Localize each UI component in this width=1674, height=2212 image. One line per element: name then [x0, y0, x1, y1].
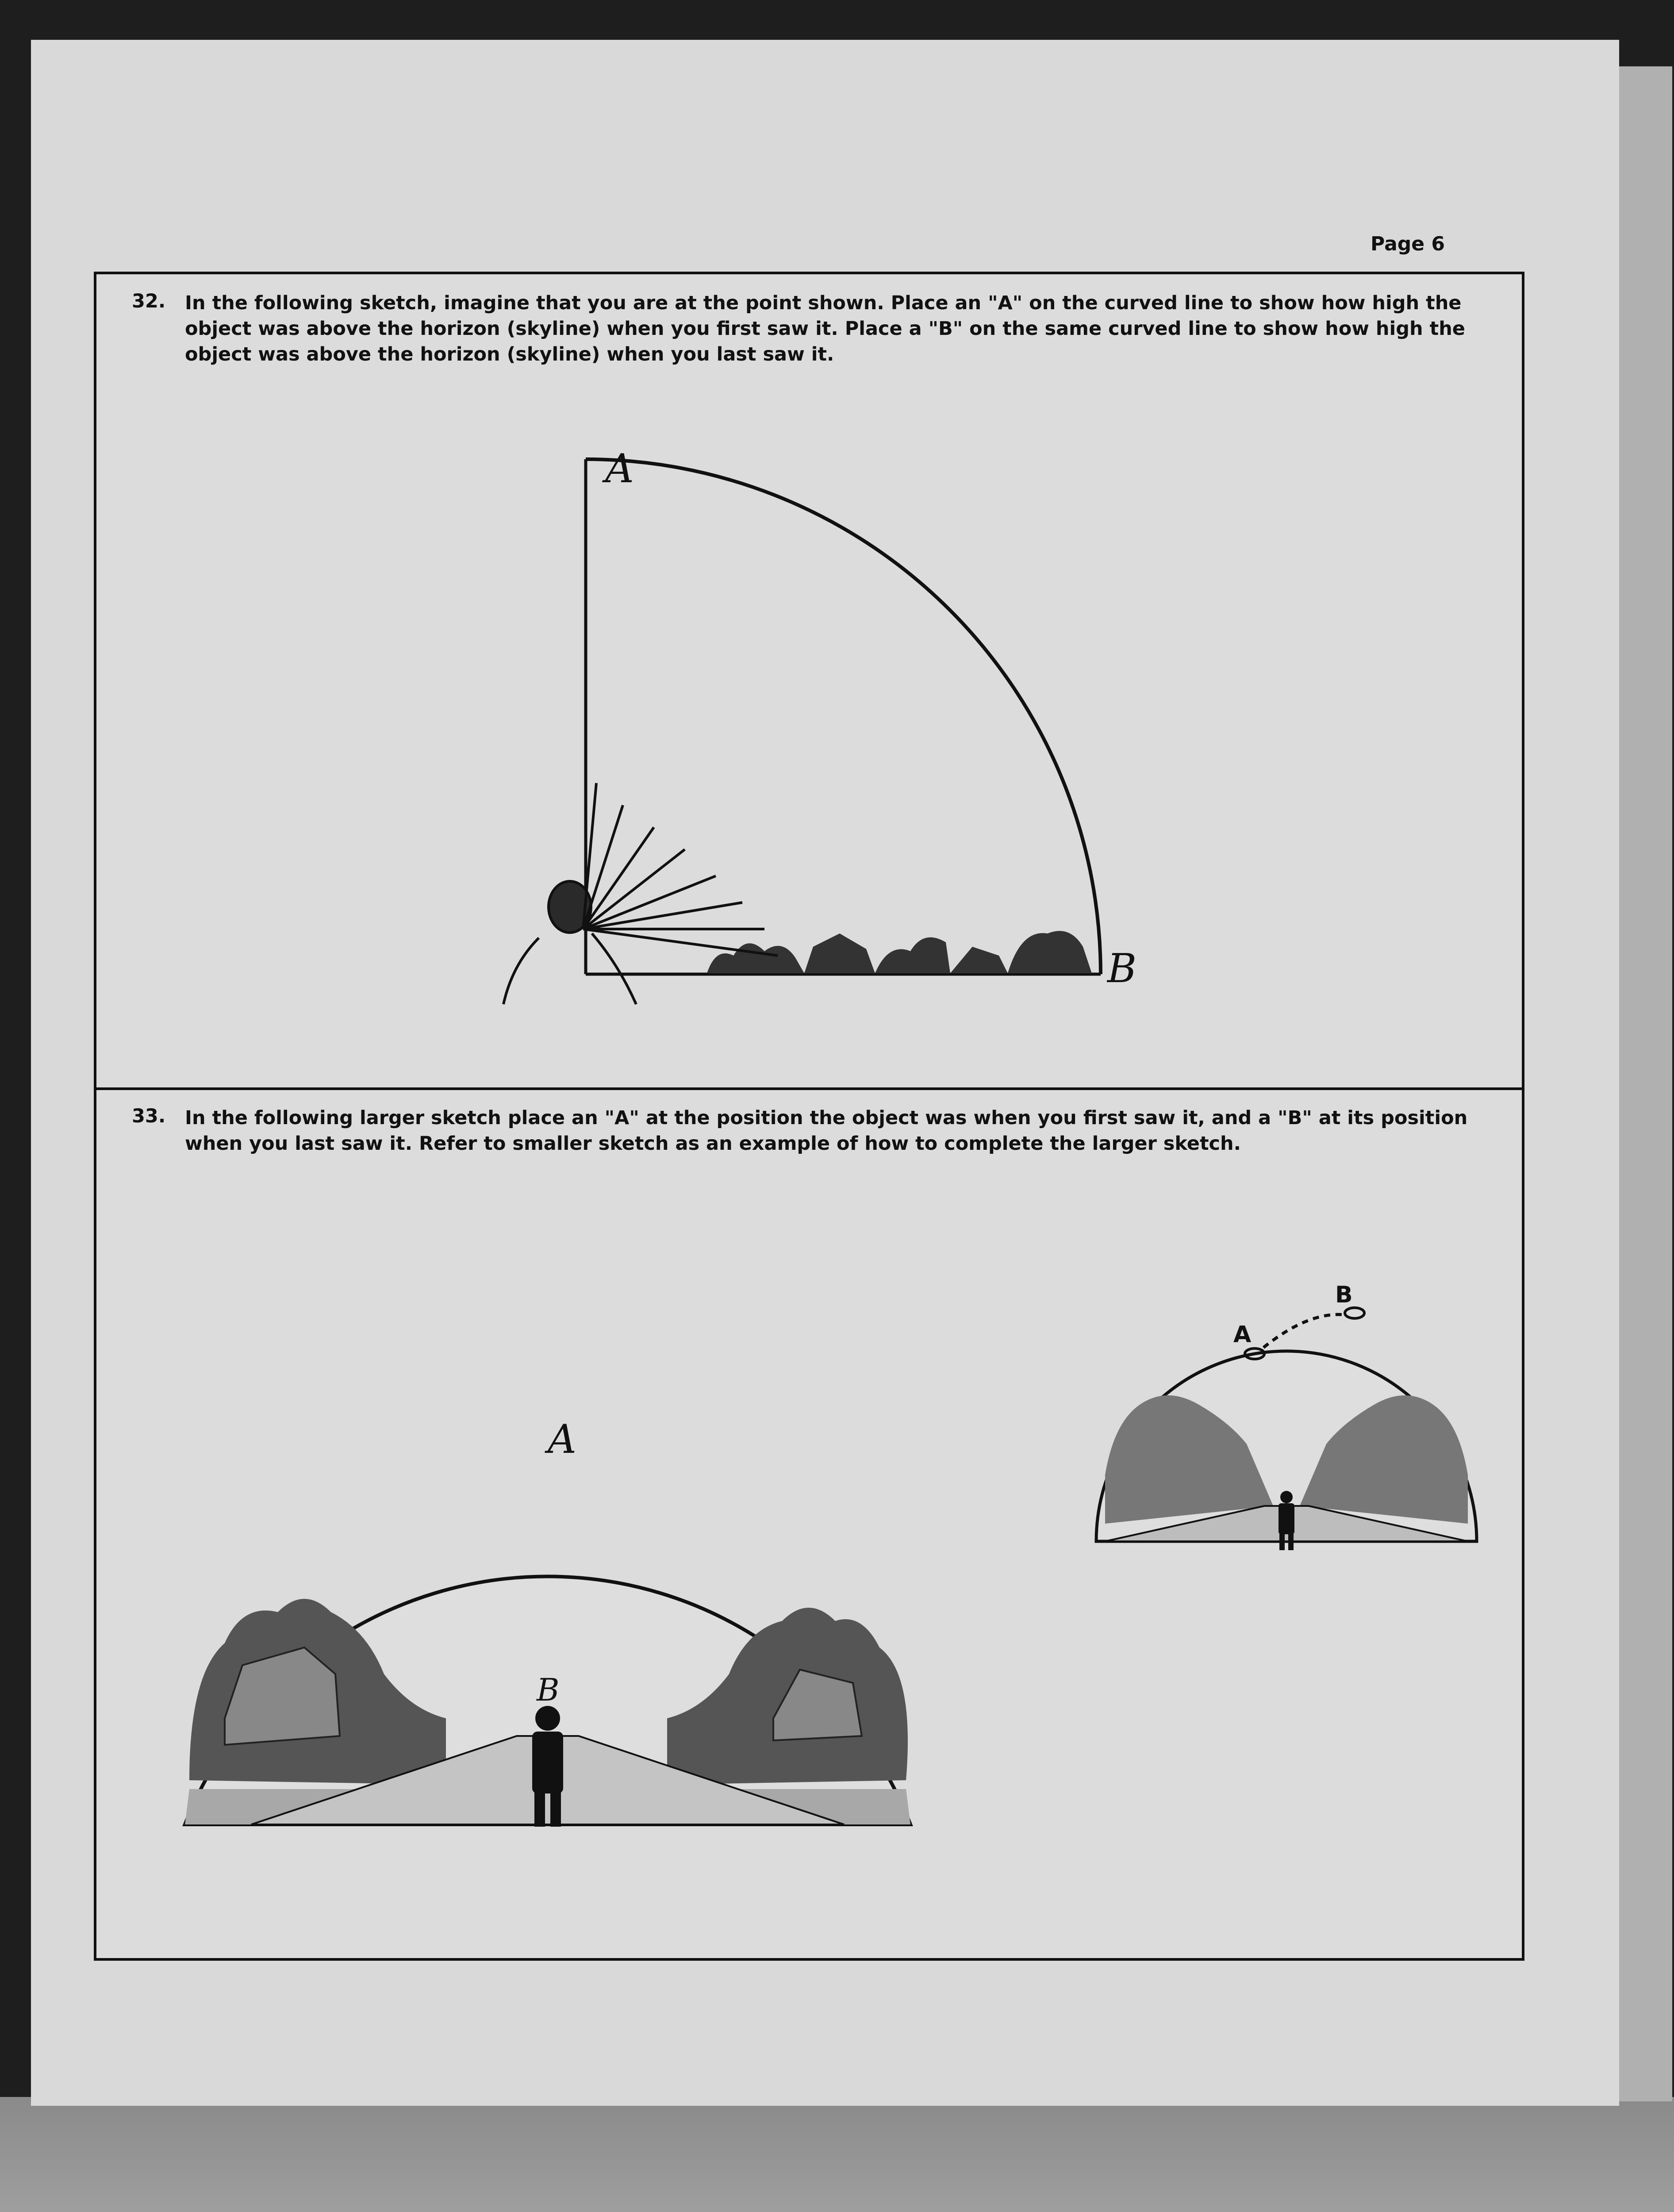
observer-figure: [503, 881, 636, 1004]
large-street-sketch[interactable]: [136, 1276, 933, 1851]
skyline-illustration: [707, 931, 1092, 973]
example-path-dotted: [1263, 1314, 1345, 1348]
question-33-text: In the following larger sketch place an "A" at the position the object was when you first saw it, and a "B" at its position when you last saw it. Refer to smaller sketch as an example of how to complete the larger sketch.: [185, 1107, 1468, 1155]
answer-mark-first-seen: A: [605, 445, 634, 492]
question-33-number: 33.: [132, 1105, 166, 1127]
pointing-arms: [583, 783, 778, 956]
question-33-box: [94, 1087, 1524, 1961]
question-32-box: [94, 272, 1524, 1090]
small-example-sketch: [1087, 1276, 1486, 1594]
question-32-text: In the following sketch, imagine that you are at the point shown. Place an "A" on the curved line to show how high the object was above the horizon (skyline) when you first saw it. Place a "B" on the same curved line to show how high the object was above the horizon (skyline) when you last saw it.: [185, 292, 1465, 365]
answer-mark-last-seen: B: [1107, 945, 1137, 992]
example-point-last: [1345, 1308, 1364, 1318]
page-number: Page 6: [1371, 233, 1445, 255]
answer-mark-last-seen: B: [537, 1672, 560, 1708]
question-32-number: 32.: [132, 290, 166, 312]
scan-background: [0, 2097, 1674, 2212]
example-label-last: B: [1335, 1282, 1353, 1308]
answer-mark-first-seen: A: [548, 1416, 576, 1463]
elevation-sketch[interactable]: [96, 274, 1522, 1087]
example-label-first: A: [1233, 1321, 1252, 1348]
sheet-edge: [1619, 66, 1672, 2101]
